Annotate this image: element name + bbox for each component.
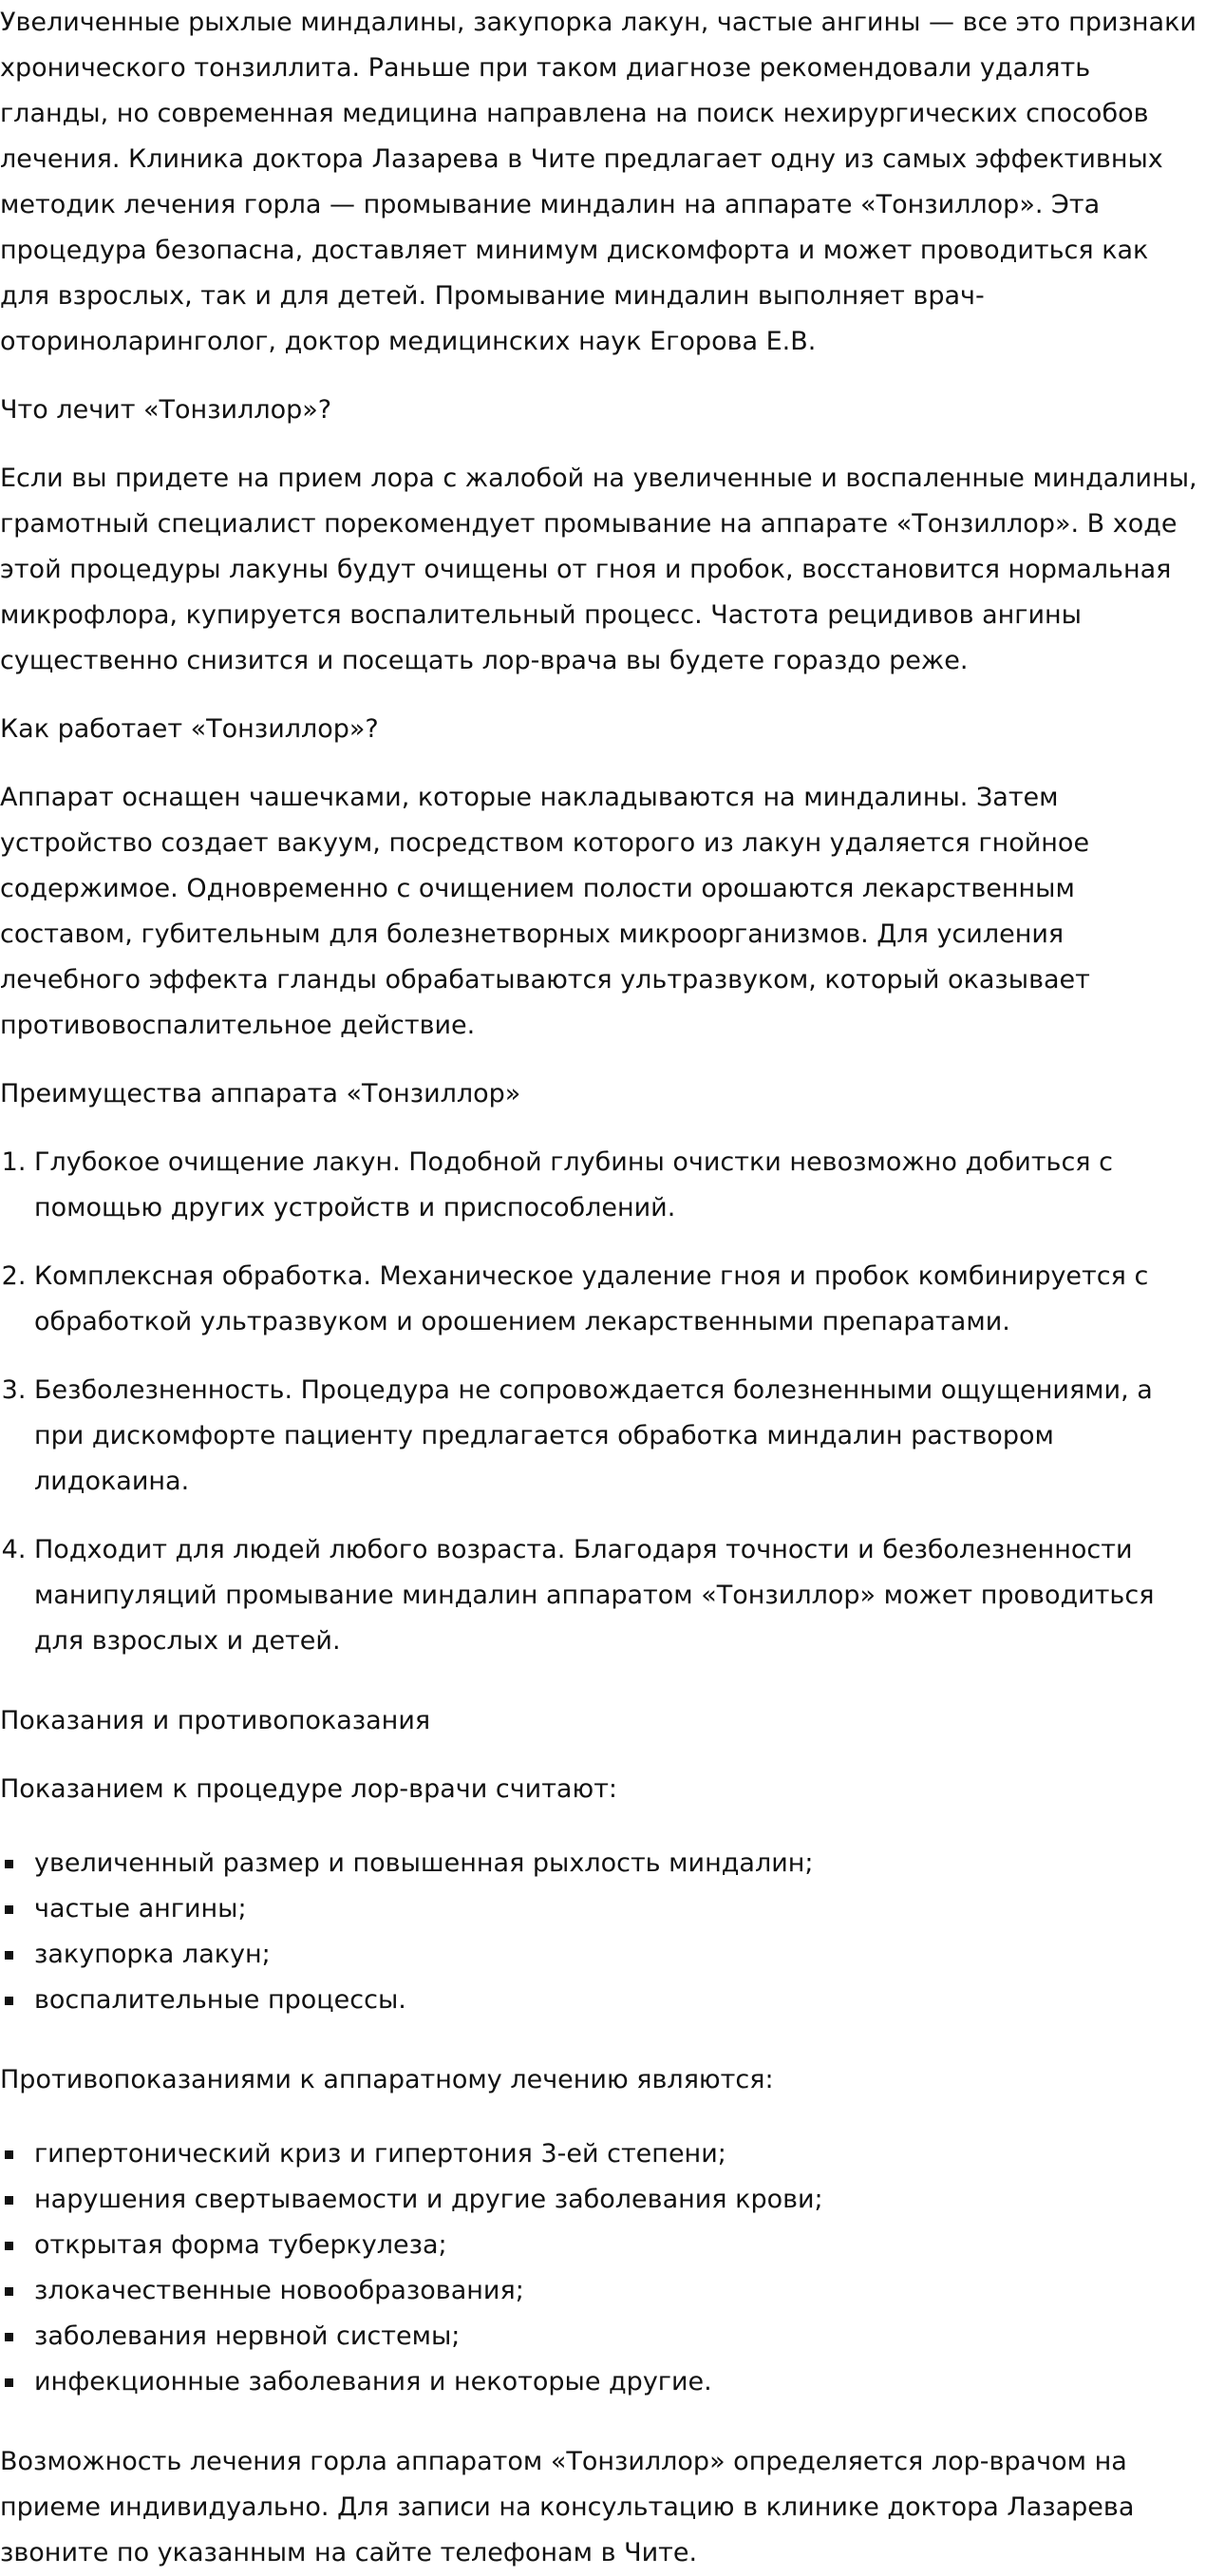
list-item: 1. Глубокое очищение лакун. Подобной глубины очистки невозможно добиться с помощью других устройств и приспособлений. — [34, 1140, 1206, 1231]
indications-intro: Показанием к процедуре лор-врачи считают: — [0, 1774, 618, 1804]
bullet-icon — [5, 2287, 13, 2296]
bullet-icon — [5, 2333, 13, 2341]
list-item: 2. Комплексная обработка. Механическое удаление гноя и пробок комбинируется с обработкой ультразвуком и орошением лекарственными препаратами. — [34, 1254, 1206, 1345]
section-text-what-treats: Если вы придете на прием лора с жалобой на увеличенные и воспаленные миндалины, грамотный специалист порекомендует промывание на аппарате «Тонзиллор». В ходе этой процедуры лакуны будут очищены от гноя и пробок, восстановится нормальная микрофлора, купируется воспалительный процесс. Частота рецидивов ангины существенно снизится и посещать лор-врача вы будете гораздо реже. — [0, 464, 1197, 675]
section-heading-advantages: Преимущества аппарата «Тонзиллор» — [0, 1079, 521, 1108]
indications-list — [0, 1841, 1206, 2023]
contraindications-list — [0, 2131, 1206, 2405]
bullet-icon — [5, 1997, 13, 2005]
list-item: увеличенный размер и повышенная рыхлость миндалин; — [0, 1841, 1206, 1886]
list-item: открытая форма туберкулеза; — [0, 2223, 1206, 2268]
list-item: нарушения свертываемости и другие заболевания крови; — [0, 2177, 1206, 2223]
section-heading-how-works: Как работает «Тонзиллор»? — [0, 714, 379, 744]
bullet-icon — [5, 1951, 13, 1960]
list-item: частые ангины; — [0, 1886, 1206, 1932]
bullet-icon — [5, 2378, 13, 2387]
section-text-how-works: Аппарат оснащен чашечками, которые накладываются на миндалины. Затем устройство создает вакуум, посредством которого из лакун удаляется гнойное содержимое. Одновременно с очищением полости орошаются лекарственным составом, губительным для болезнетворных микроорганизмов. Для усиления лечебного эффекта гланды обрабатываются ультразвуком, который оказывает противовоспалительное действие. — [0, 783, 1090, 1040]
outro-paragraph: Возможность лечения горла аппаратом «Тонзиллор» определяется лор-врачом на приеме индивидуально. Для записи на консультацию в клинике доктора Лазарева звоните по указанным на сайте телефонам в Чите. — [0, 2447, 1135, 2567]
bullet-icon — [5, 2150, 13, 2159]
list-item: закупорка лакун; — [0, 1932, 1206, 1978]
bullet-icon — [5, 1905, 13, 1914]
list-item: 3. Безболезненность. Процедура не сопровождается болезненными ощущениями, а при дискомфорте пациенту предлагается обработка миндалин раствором лидокаина. — [34, 1368, 1206, 1505]
contraindications-intro: Противопоказаниями к аппаратному лечению являются: — [0, 2065, 774, 2094]
section-heading-indications: Показания и противопоказания — [0, 1706, 431, 1735]
bullet-icon — [5, 1860, 13, 1868]
advantages-list — [0, 1140, 1206, 1664]
list-item: 4. Подходит для людей любого возраста. Благодаря точности и безболезненности манипуляций промывание миндалин аппаратом «Тонзиллор» может проводиться для взрослых и детей. — [34, 1527, 1206, 1664]
list-item: заболевания нервной системы; — [0, 2314, 1206, 2359]
section-heading-what-treats: Что лечит «Тонзиллор»? — [0, 395, 332, 425]
bullet-icon — [5, 2196, 13, 2205]
list-item: злокачественные новообразования; — [0, 2268, 1206, 2314]
list-item: воспалительные процессы. — [0, 1978, 1206, 2023]
list-item: гипертонический криз и гипертония 3-ей степени; — [0, 2131, 1206, 2177]
bullet-icon — [5, 2242, 13, 2250]
intro-paragraph: Увеличенные рыхлые миндалины, закупорка лакун, частые ангины — все это признаки хронического тонзиллита. Раньше при таком диагнозе рекомендовали удалять гланды, но современная медицина направлена на поиск нехирургических способов лечения. Клиника доктора Лазарева в Чите предлагает одну из самых эффективных методик лечения горла — промывание миндалин на аппарате «Тонзиллор». Эта процедура безопасна, доставляет минимум дискомфорта и может проводиться как для взрослых, так и для детей. Промывание миндалин выполняет врач-оториноларинголог, доктор медицинских наук Егорова Е.В. — [0, 8, 1197, 356]
list-item: инфекционные заболевания и некоторые другие. — [0, 2359, 1206, 2405]
